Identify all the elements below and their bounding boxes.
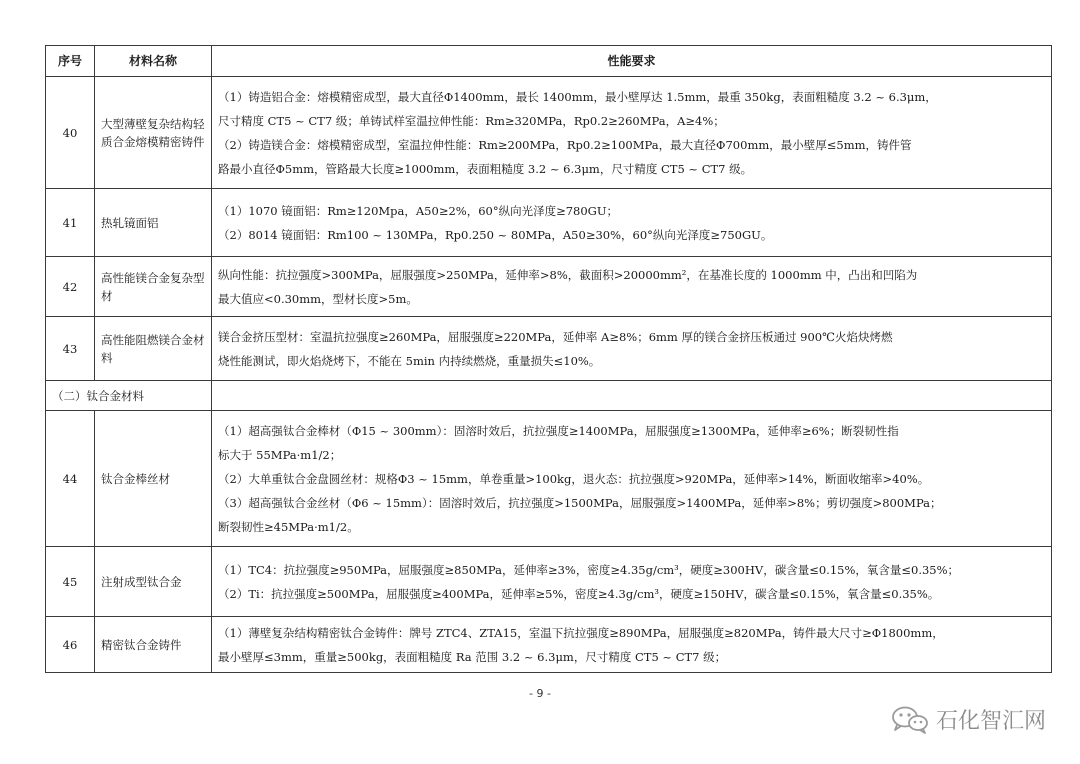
requirement-line: 路最小直径Φ5mm，管路最大长度≥1000mm，表面粗糙度 3.2 ~ 6.3μm，尺寸精度 CT5 ~ CT7 级。	[218, 161, 753, 176]
requirement-line: （3）超高强钛合金丝材（Φ6 ~ 15mm）：固溶时效后，抗拉强度>1500MPa，屈服强度>1400MPa，延伸率>8%；剪切强度>800MPa；	[218, 495, 942, 510]
requirement-line: 镁合金挤压型材：室温抗拉强度≥260MPa，屈服强度≥220MPa，延伸率 A≥8%；6mm 厚的镁合金挤压板通过 900℃火焰炔烤燃	[218, 329, 893, 344]
performance-requirement	[212, 411, 1052, 547]
header-no: 序号	[46, 46, 95, 77]
requirement-line: 纵向性能：抗拉强度>300MPa，屈服强度>250MPa，延伸率>8%，截面积>20000mm²，在基准长度的 1000mm 中，凸出和凹陷为	[218, 267, 918, 282]
material-name: 精密钛合金铸件	[95, 617, 212, 673]
performance-requirement	[212, 189, 1052, 257]
table-row	[46, 189, 1052, 257]
row-number: 41	[46, 189, 95, 257]
material-name: 大型薄壁复杂结构轻质合金熔模精密铸件	[95, 77, 212, 189]
requirement-line: （2）铸造镁合金：熔模精密成型，室温拉伸性能：Rm≥200MPa，Rp0.2≥100MPa，最大直径Φ700mm，最小壁厚≤5mm，铸件管	[218, 137, 912, 152]
wechat-icon	[890, 705, 930, 735]
row-number: 46	[46, 617, 95, 673]
requirement-line: 最大值应<0.30mm，型材长度>5m。	[218, 291, 418, 306]
requirement-line: （1）薄壁复杂结构精密钛合金铸件：牌号 ZTC4、ZTA15，室温下抗拉强度≥890MPa，屈服强度≥820MPa，铸件最大尺寸≥Φ1800mm，	[218, 625, 944, 640]
material-name: 钛合金棒丝材	[95, 411, 212, 547]
row-number: 45	[46, 547, 95, 617]
material-name: 高性能镁合金复杂型材	[95, 257, 212, 317]
requirement-line: （1）超高强钛合金棒材（Φ15 ~ 300mm）：固溶时效后，抗拉强度≥1400MPa，屈服强度≥1300MPa，延伸率≥6%；断裂韧性指	[218, 423, 899, 438]
requirement-line: 标大于 55MPa·m1/2；	[218, 447, 342, 462]
page-number: - 9 -	[529, 687, 551, 700]
performance-spec-table	[45, 45, 1052, 673]
table-row	[46, 411, 1052, 547]
row-number: 40	[46, 77, 95, 189]
performance-requirement	[212, 257, 1052, 317]
requirement-line: （2）8014 镜面铝：Rm100 ~ 130MPa，Rp0.250 ~ 80MPa，A50≥30%，60°纵向光泽度≥750GU。	[218, 227, 773, 242]
requirement-line: 断裂韧性≥45MPa·m1/2。	[218, 519, 359, 534]
performance-requirement	[212, 77, 1052, 189]
requirement-line: （1）1070 镜面铝：Rm≥120Mpa，A50≥2%，60°纵向光泽度≥780GU；	[218, 203, 619, 218]
requirement-line: （1）铸造铝合金：熔模精密成型，最大直径Φ1400mm，最长 1400mm，最小壁厚达 1.5mm，最重 350kg，表面粗糙度 3.2 ~ 6.3μm，	[218, 89, 937, 104]
section-row	[46, 381, 1052, 411]
watermark	[890, 704, 1046, 735]
table-row	[46, 547, 1052, 617]
material-name: 高性能阻燃镁合金材料	[95, 317, 212, 381]
section-title: （二）钛合金材料	[46, 381, 212, 411]
watermark-text: 石化智汇网	[935, 709, 1046, 734]
table-header-row	[46, 46, 1052, 77]
table-row	[46, 257, 1052, 317]
header-performance-requirements: 性能要求	[212, 46, 1052, 77]
material-name: 注射成型钛合金	[95, 547, 212, 617]
requirement-line: （2）大单重钛合金盘圆丝材：规格Φ3 ~ 15mm，单卷重量>100kg，退火态：抗拉强度>920MPa，延伸率>14%，断面收缩率>40%。	[218, 471, 930, 486]
table-row	[46, 317, 1052, 381]
table-row	[46, 77, 1052, 189]
section-empty-cell	[212, 381, 1052, 411]
row-number: 43	[46, 317, 95, 381]
material-name: 热轧镜面铝	[95, 189, 212, 257]
performance-requirement	[212, 617, 1052, 673]
table-row	[46, 617, 1052, 673]
requirement-line: （2）Ti：抗拉强度≥500MPa，屈服强度≥400MPa，延伸率≥5%，密度≥4.3g/cm³，硬度≥150HV，碳含量≤0.15%，氧含量≤0.35%。	[218, 586, 940, 601]
requirement-line: 最小壁厚≤3mm，重量≥500kg，表面粗糙度 Ra 范围 3.2 ~ 6.3μm，尺寸精度 CT5 ~ CT7 级；	[218, 649, 727, 664]
requirement-line: （1）TC4：抗拉强度≥950MPa，屈服强度≥850MPa，延伸率≥3%，密度≥4.35g/cm³，硬度≥300HV，碳含量≤0.15%，氧含量≤0.35%；	[218, 562, 960, 577]
requirement-line: 烧性能测试，即火焰烧烤下，不能在 5min 内持续燃烧，重量损失≤10%。	[218, 353, 601, 368]
row-number: 42	[46, 257, 95, 317]
header-material-name: 材料名称	[95, 46, 212, 77]
requirement-line: 尺寸精度 CT5 ~ CT7 级；单铸试样室温拉伸性能：Rm≥320MPa，Rp0.2≥260MPa，A≥4%；	[218, 113, 725, 128]
row-number: 44	[46, 411, 95, 547]
performance-requirement	[212, 547, 1052, 617]
performance-requirement	[212, 317, 1052, 381]
